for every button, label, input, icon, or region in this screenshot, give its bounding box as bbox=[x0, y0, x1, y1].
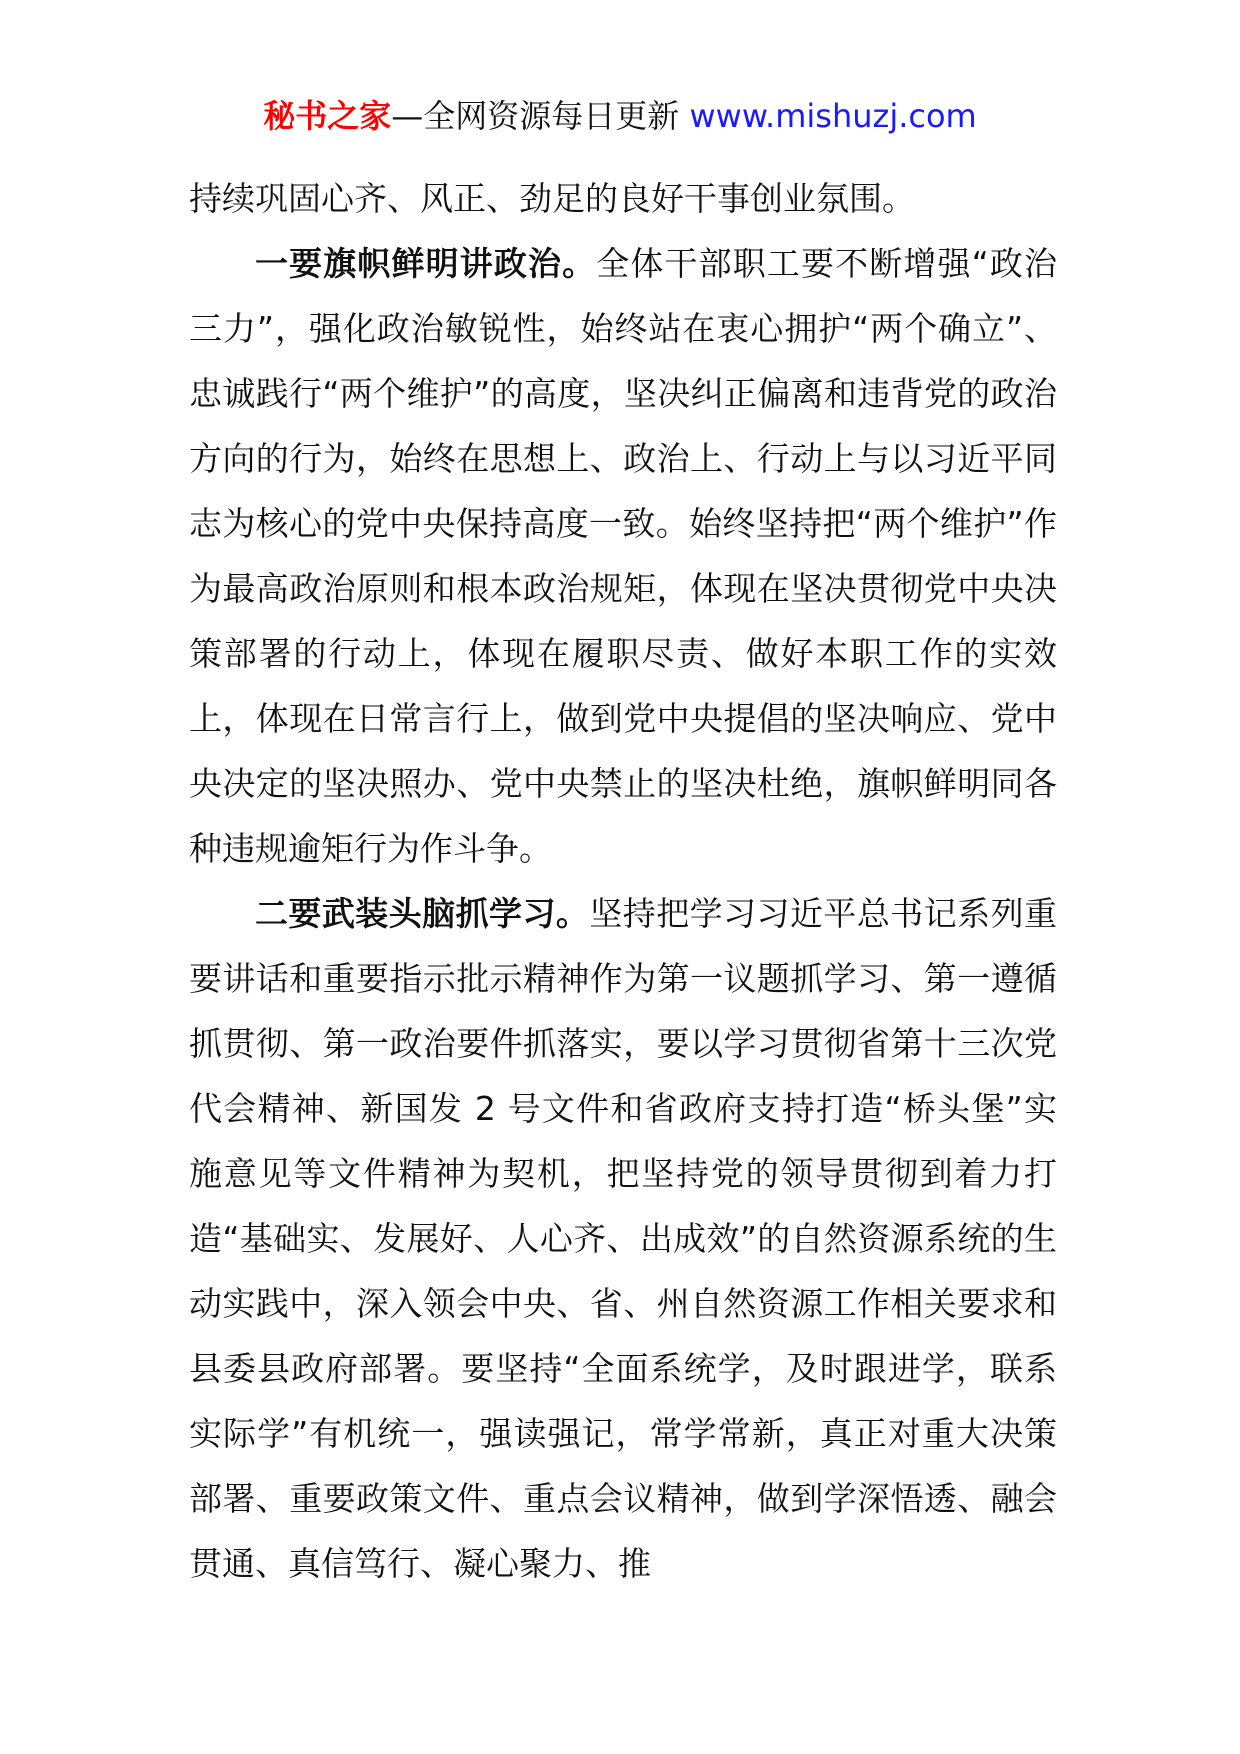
header-url: www.mishuzj.com bbox=[689, 97, 977, 135]
site-watermark-header bbox=[0, 96, 1240, 136]
paragraph-heading: 二要武装头脑抓学习。 bbox=[255, 894, 590, 933]
header-tagline: —全网资源每日更新 bbox=[391, 97, 690, 135]
paragraph-politics bbox=[189, 231, 1057, 881]
paragraph-text: 持续巩固心齐、风正、劲足的良好干事创业氛围。 bbox=[189, 179, 915, 218]
paragraph-study bbox=[189, 881, 1057, 1596]
paragraph-text: 全体干部职工要不断增强“政治三力”，强化政治敏锐性，始终站在衷心拥护“两个确立”、忠诚践行“两个维护”的高度，坚决纠正偏离和违背党的政治方向的行为，始终在思想上、政治上、行动上与以习近平同志为核心的党中央保持高度一致。始终坚持把“两个维护”作为最高政治原则和根本政治规矩，体现在坚决贯彻党中央决策部署的行动上，体现在履职尽责、做好本职工作的实效上，体现在日常言行上，做到党中央提倡的坚决响应、党中央决定的坚决照办、党中央禁止的坚决杜绝，旗帜鲜明同各种违规逾矩行为作斗争。 bbox=[189, 244, 1057, 868]
brand-name: 秘书之家 bbox=[263, 97, 392, 135]
paragraph-continuation bbox=[189, 166, 1057, 231]
paragraph-heading: 一要旗帜鲜明讲政治。 bbox=[255, 244, 597, 283]
paragraph-text: 坚持把学习习近平总书记系列重要讲话和重要指示批示精神作为第一议题抓学习、第一遵循抓贯彻、第一政治要件抓落实，要以学习贯彻省第十三次党代会精神、新国发 2 号文件和省政府支持打造“桥头堡”实施意见等文件精神为契机，把坚持党的领导贯彻到着力打造“基础实、发展好、人心齐、出成效”的自然资源系统的生动实践中，深入领会中央、省、州自然资源工作相关要求和县委县政府部署。要坚持“全面系统学，及时跟进学，联系实际学”有机统一，强读强记，常学常新，真正对重大决策部署、重要政策文件、重点会议精神，做到学深悟透、融会贯通、真信笃行、凝心聚力、推 bbox=[189, 894, 1058, 1583]
document-body bbox=[189, 166, 1057, 1596]
